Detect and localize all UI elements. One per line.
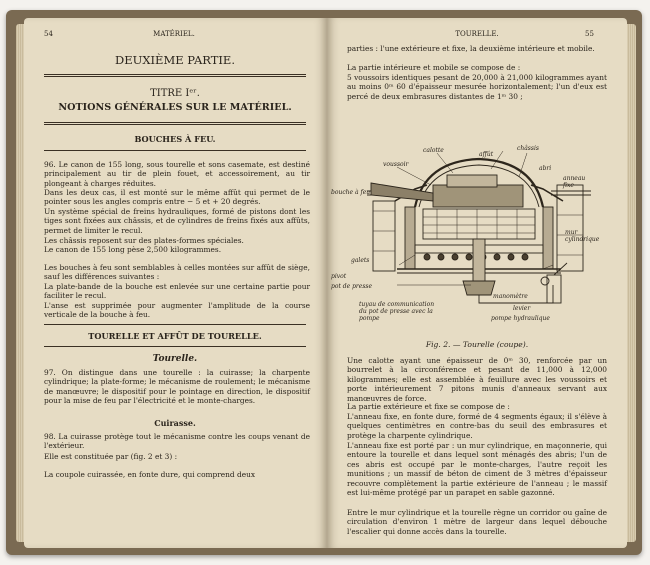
paragraph-partie-exterieure: La partie extérieure et fixe se compose de : — [347, 402, 510, 411]
left-page — [24, 18, 327, 548]
section-heading-bouches: BOUCHES À FEU. — [134, 134, 216, 144]
divider — [44, 76, 306, 77]
figure-tourelle-coupe — [331, 145, 600, 335]
divider — [44, 122, 306, 123]
paragraph-partie-interieure: La partie intérieure et mobile se compose de : — [347, 63, 521, 72]
paragraph-coupole: La coupole cuirassée, en fonte dure, qui comprend deux — [44, 470, 256, 479]
paragraph-calotte: Une calotte ayant une épaisseur de 0ᵐ 30, renforcée par un bourrelet à la circonférence et pesant de 11,000 à 12,000 kilogrammes; elle est assemblée à feuillure avec les voussoirs et porte intérieurement 7 pitons munis d'anneaux servant aux manœuvres de force. — [347, 356, 607, 403]
left-running-head: MATÉRIEL. — [153, 30, 195, 38]
paragraph-deux-cas: Dans les deux cas, il est monté sur le même affût qui permet de le pointer sous les angles compris entre − 5 et + 20 degrés. — [44, 188, 310, 207]
label-levier: levier — [513, 305, 531, 312]
label-affut: affût — [479, 151, 494, 158]
paragraph-anse: L'anse est supprimée pour augmenter l'amplitude de la course verticale de la bouche à feu. — [44, 301, 310, 320]
paragraph-chassis: Les châssis reposent sur des plates-formes spéciales. — [44, 236, 244, 245]
label-tuyau: tuyau de communication du pot de presse avec la pompe — [359, 301, 435, 322]
label-abri: abri — [539, 165, 552, 172]
paragraph-constituee: Elle est constituée par (fig. 2 et 3) : — [44, 452, 178, 461]
paragraph-poids: Le canon de 155 long pèse 2,500 kilogrammes. — [44, 245, 222, 254]
divider — [44, 346, 306, 347]
paragraph-mur-cylindrique: L'anneau fixe est porté par : un mur cylindrique, en maçonnerie, qui entoure la tourelle et dans lequel sont ménagés des abris; l'un de ces abris est occupé par le monte-charges, l'autre reçoit les munitions ; un massif de béton de ciment de 3 mètres d'épaisseur recouvre complètement la partie extérieure de l'anneau ; le massif est lui-même protégé par un parapet en sable gazonné. — [347, 441, 607, 498]
label-pot-de-presse: pot de presse — [331, 283, 373, 290]
divider — [44, 124, 306, 125]
label-bouche-a-feu: bouche à feu — [331, 189, 371, 196]
book-cover — [6, 10, 642, 555]
titre: TITRE Iᵉʳ. — [150, 88, 200, 99]
divider — [44, 150, 306, 151]
paragraph-voussoirs: 5 voussoirs identiques pesant de 20,000 à 21,000 kilogrammes ayant au moins 0ᵐ 60 d'épaisseur mesurée horizontalement; l'un d'eux est percé de deux embrasures distantes de 1ᵐ 30 ; — [347, 73, 607, 101]
heading-tourelle: Tourelle. — [152, 354, 198, 364]
paragraph-97: 97. On distingue dans une tourelle : la cuirasse; la charpente cylindrique; la plate-forme; le mécanisme de roulement; le mécanisme de manœuvre; le dispositif pour le pointage en direction, le dispositif pour la mise de feu par l'électricité et le monte-charges. — [44, 368, 310, 406]
right-running-head: TOURELLE. — [455, 30, 499, 38]
paragraph-parties: parties : l'une extérieure et fixe, la deuxième intérieure et mobile. — [347, 44, 595, 53]
titre-subtitle: NOTIONS GÉNÉRALES SUR LE MATÉRIEL. — [58, 102, 292, 113]
page-edges-right — [627, 24, 636, 542]
label-voussoir: voussoir — [383, 161, 409, 168]
label-pivot: pivot — [331, 273, 347, 280]
paragraph-freins: Un système spécial de freins hydrauliques, formé de pistons dont les tiges sont fixées aux châssis, et de cylindres de freins fixés aux affûts, permet de limiter le recul. — [44, 207, 310, 235]
paragraph-bouches: Les bouches à feu sont semblables à celles montées sur affût de siège, sauf les différences suivantes : — [44, 263, 310, 282]
section-heading-tourelle: TOURELLE ET AFFÛT DE TOURELLE. — [88, 331, 262, 341]
left-page-number: 54 — [44, 30, 53, 38]
label-anneau-fixe: anneau fixe — [563, 175, 586, 189]
right-page — [327, 18, 627, 548]
paragraph-corridor: Entre le mur cylindrique et la tourelle règne un corridor ou gaîne de circulation d'environ 1 mètre de largeur dans lequel débouche l'escalier qui donne accès dans la tourelle. — [347, 508, 607, 536]
paragraph-plate-bande: La plate-bande de la bouche est enlevée sur une certaine partie pour faciliter le recul. — [44, 282, 310, 301]
divider — [44, 74, 306, 75]
right-page-number: 55 — [585, 30, 594, 38]
label-pompe: pompe hydraulique — [491, 315, 550, 322]
part-title: DEUXIÈME PARTIE. — [115, 53, 235, 67]
label-mur-cylindrique: mur cylindrique — [565, 229, 600, 243]
heading-cuirasse: Cuirasse. — [154, 418, 196, 428]
paragraph-anneau-fixe: L'anneau fixe, en fonte dure, formé de 4 segments égaux; il s'élève à quelques centimètres en contre-bas du seuil des embrasures et protège la charpente cylindrique. — [347, 412, 607, 440]
label-chassis: châssis — [517, 145, 539, 152]
paragraph-96: 96. Le canon de 155 long, sous tourelle et sons casemate, est destiné principalement au tir de plein fouet, et accessoirement, au tir plongeant à charges réduites. — [44, 160, 310, 188]
label-galets: galets — [351, 257, 370, 264]
figure-caption: Fig. 2. — Tourelle (coupe). — [425, 340, 529, 349]
label-manometre: manomètre — [493, 293, 528, 300]
label-calotte: calotte — [423, 147, 444, 154]
divider — [44, 324, 306, 325]
paragraph-98: 98. La cuirasse protège tout le mécanisme contre les coups venant de l'extérieur. — [44, 432, 310, 451]
